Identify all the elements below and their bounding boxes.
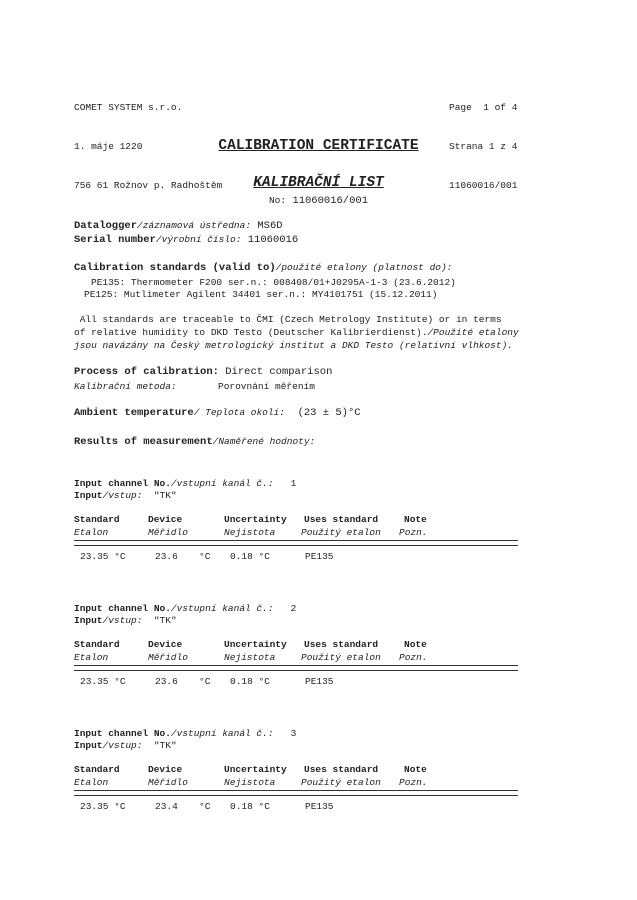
header-note: Note — [404, 514, 427, 525]
channel-label: Input channel No. — [74, 728, 171, 739]
certificate-number — [0, 195, 637, 207]
cell-uncertainty-value: 0.18 °C — [230, 676, 270, 687]
header-uses-standard-cz: Použitý etalon — [301, 527, 381, 538]
header-standard-cz: Etalon — [74, 652, 109, 663]
process-label-cz: Kalibrační metoda: — [74, 381, 177, 392]
cell-device-value: 23.4 — [155, 801, 178, 812]
serial-value: 11060016 — [247, 234, 299, 246]
header-uncertainty: Uncertainty — [224, 639, 287, 650]
header-device-cz: Měřidlo — [148, 652, 188, 663]
channel-input-line — [74, 615, 177, 626]
company-name: COMET SYSTEM s.r.o. — [74, 102, 183, 113]
cell-device-value: 23.6 — [155, 551, 178, 562]
channel-number-line — [74, 603, 296, 614]
cell-standard-value: 23.35 °C — [80, 801, 126, 812]
header-note-cz: Pozn. — [399, 527, 428, 538]
input-label: Input — [74, 615, 103, 626]
header-uses-standard-cz: Použitý etalon — [301, 777, 381, 788]
header-standard-cz: Etalon — [74, 777, 109, 788]
header-standard: Standard — [74, 764, 120, 775]
datalogger-label: Datalogger — [74, 220, 138, 232]
cell-standard-value: 23.35 °C — [80, 676, 126, 687]
header-uses-standard: Uses standard — [304, 639, 379, 650]
input-label: Input — [74, 490, 103, 501]
input-label-cz: /vstup: — [102, 490, 143, 501]
certificate-ref: 11060016/001 — [449, 180, 518, 191]
header-uncertainty: Uncertainty — [224, 514, 287, 525]
header-note: Note — [404, 764, 427, 775]
results-label: Results of measurement — [74, 436, 213, 448]
cell-uncertainty-value: 0.18 °C — [230, 551, 270, 562]
header-standard: Standard — [74, 514, 120, 525]
channel-input-line — [74, 490, 177, 501]
standards-heading — [74, 262, 452, 274]
channel-label: Input channel No. — [74, 478, 171, 489]
serial-label: Serial number — [74, 234, 156, 246]
header-uncertainty: Uncertainty — [224, 764, 287, 775]
input-label: Input — [74, 740, 103, 751]
page-subtitle: KALIBRAČNÍ LIST — [253, 175, 384, 191]
serial-line — [74, 234, 298, 246]
channel-number-line — [74, 728, 296, 739]
input-value: "TK" — [153, 490, 177, 501]
ambient-label-cz: / Teplota okolí: — [193, 407, 285, 418]
channel-label: Input channel No. — [74, 603, 171, 614]
cell-device-unit: °C — [199, 551, 211, 562]
header-uncertainty-cz: Nejistota — [224, 652, 276, 663]
process-label: Process of calibration: — [74, 366, 219, 378]
datalogger-value: MS6D — [257, 220, 283, 232]
traceability-line-2 — [74, 327, 519, 338]
process-value: Direct comparison — [225, 366, 333, 378]
standards-label-cz: /použité etalony (platnost do): — [275, 262, 453, 273]
ambient-label: Ambient temperature — [74, 407, 194, 419]
process-line — [74, 366, 332, 378]
header-uncertainty-cz: Nejistota — [224, 777, 276, 788]
cell-uncertainty-value: 0.18 °C — [230, 801, 270, 812]
input-label-cz: /vstup: — [102, 615, 143, 626]
results-heading — [74, 436, 315, 448]
datalogger-line — [74, 220, 283, 232]
ambient-line — [74, 407, 361, 419]
cell-uses-standard: PE135 — [305, 801, 334, 812]
input-value: "TK" — [153, 615, 177, 626]
channel-label-cz: /vstupní kanál č.: — [170, 603, 274, 614]
header-uses-standard: Uses standard — [304, 764, 379, 775]
channel-label-cz: /vstupní kanál č.: — [170, 478, 274, 489]
cell-standard-value: 23.35 °C — [80, 551, 126, 562]
results-label-cz: /Naměřené hodnoty: — [212, 436, 316, 447]
header-device: Device — [148, 639, 183, 650]
channel-number: 1 — [290, 478, 297, 489]
page-title: CALIBRATION CERTIFICATE — [218, 138, 419, 154]
channel-number: 2 — [290, 603, 297, 614]
header-device: Device — [148, 514, 183, 525]
cell-uses-standard: PE135 — [305, 676, 334, 687]
traceability-line-3: jsou navázány na Český metrologický institut a DKD Testo (relativní vlhkost). — [74, 340, 513, 351]
number-label: No: — [268, 195, 287, 206]
cell-device-unit: °C — [199, 801, 211, 812]
header-device-cz: Měřidlo — [148, 777, 188, 788]
traceability-line-1: All standards are traceable to ČMI (Czech Metrology Institute) or in terms — [74, 314, 502, 325]
page-number-cz: Strana 1 z 4 — [449, 141, 518, 152]
input-label-cz: /vstup: — [102, 740, 143, 751]
header-uses-standard: Uses standard — [304, 514, 379, 525]
header-standard: Standard — [74, 639, 120, 650]
serial-label-cz: /výrobní číslo: — [155, 234, 242, 245]
header-note: Note — [404, 639, 427, 650]
cell-uses-standard: PE135 — [305, 551, 334, 562]
company-city: 756 61 Rožnov p. Radhoštěm — [74, 180, 223, 191]
input-value: "TK" — [153, 740, 177, 751]
table-separator — [74, 540, 518, 546]
standard-item-pe125: PE125: Mutlimeter Agilent 34401 ser.n.: MY4101751 (15.12.2011) — [84, 289, 438, 300]
number-value: 11060016/001 — [292, 195, 369, 207]
page-number-en: Page 1 of 4 — [449, 102, 518, 113]
header-note-cz: Pozn. — [399, 777, 428, 788]
channel-number: 3 — [290, 728, 297, 739]
datalogger-label-cz: /záznamová ústředna: — [137, 220, 252, 231]
traceability-cz-start: /Použité etalony — [427, 327, 519, 338]
header-device-cz: Měřidlo — [148, 527, 188, 538]
channel-number-line — [74, 478, 296, 489]
header-standard-cz: Etalon — [74, 527, 109, 538]
ambient-value: (23 ± 5)°C — [297, 407, 361, 419]
header-uncertainty-cz: Nejistota — [224, 527, 276, 538]
channel-label-cz: /vstupní kanál č.: — [170, 728, 274, 739]
cell-device-unit: °C — [199, 676, 211, 687]
standard-item-pe135: PE135: Thermometer F200 ser.n.: 008408/01+J0295A-1-3 (23.6.2012) — [91, 277, 456, 288]
table-separator — [74, 665, 518, 671]
header-device: Device — [148, 764, 183, 775]
company-street: 1. máje 1220 — [74, 141, 143, 152]
channel-input-line — [74, 740, 177, 751]
standards-label: Calibration standards (valid to) — [74, 262, 276, 274]
header-uses-standard-cz: Použitý etalon — [301, 652, 381, 663]
traceability-en: of relative humidity to DKD Testo (Deutscher Kalibrierdienst). — [74, 327, 428, 338]
cell-device-value: 23.6 — [155, 676, 178, 687]
table-separator — [74, 790, 518, 796]
header-note-cz: Pozn. — [399, 652, 428, 663]
process-value-cz: Porovnání měřením — [218, 381, 315, 392]
